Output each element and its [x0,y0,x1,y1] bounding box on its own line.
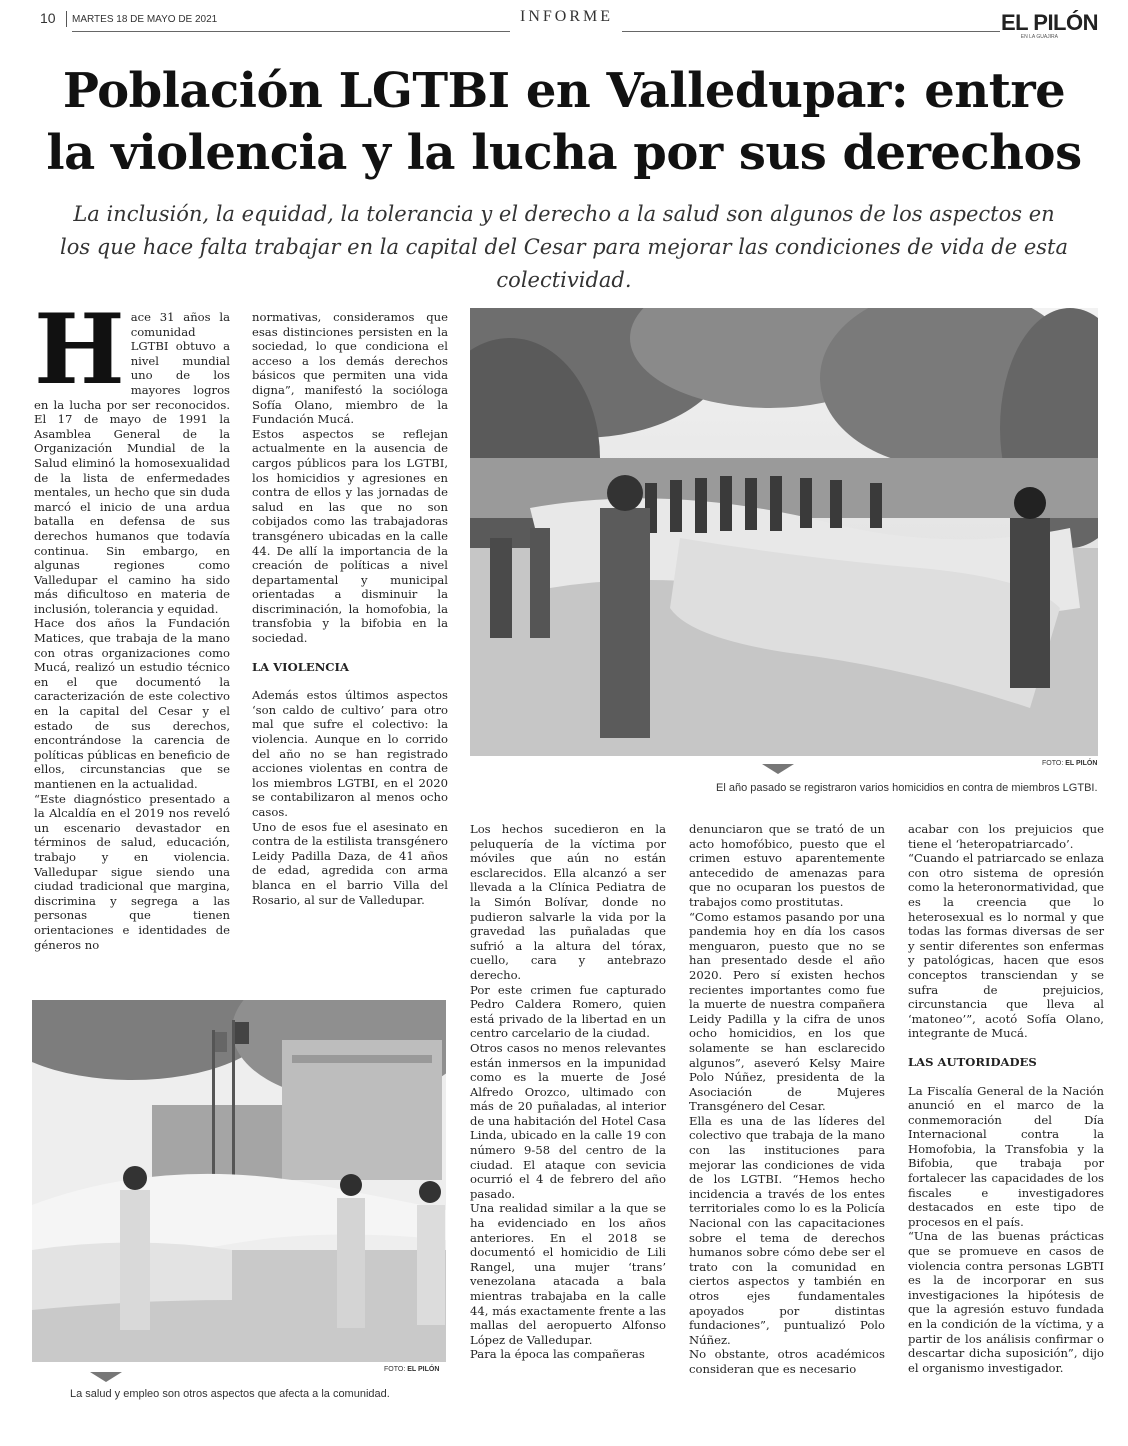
photo-illustration [32,1000,446,1362]
headline [20,60,1108,184]
column-1 [34,293,230,952]
paragraph: “Como estamos pasando por una pandemia hoy en día los casos menguaron, puesto que no se han presentado desde el año 2020. Pero sí existen hechos recientes importantes como fue la muerte de nuestra compañera Leidy Padilla y la cifra de unos ocho homicidios, en los que solamente se han esclarecido algunos”, aseveró Kelsy Maire Polo Núñez, presidenta de la Asociación de Mujeres Transgénero del Cesar. [689,909,885,1114]
credit-source: EL PILÓN [1065,760,1098,767]
paragraph: Los hechos sucedieron en la peluquería de la víctima por móviles que aún no están esclarecidos. Ella alcanzó a ser llevada a la Clínica Pediatra de la Simón Bolívar, donde no pudieron salvarle la vida por la gravedad las puñaladas que sufrió a la altura del tórax, cuello, cara y antebrazo derecho. [470,822,666,982]
page-header [32,8,1098,40]
paragraph: ace 31 años la comunidad LGTBI obtuvo a nivel mundial uno de los mayores logros en la lucha por ser reconocidos. El 17 de mayo de 1991 la Asamblea General de la Organización Mundial de la Salud eliminó la homosexualidad de la lista de enfermedades mentales, un hecho que sin duda marcó el inicio de una ardua batalla en defensa de sus derechos humanos que todavía continua. Sin embargo, en algunas regiones como Valledupar el camino ha sido más dificultoso en materia de inclusión, tolerancia y equidad. [34,310,230,616]
headline-line-1: Población LGTBI en Valledupar: entre [62,63,1066,119]
header-rule-left [72,31,510,32]
column-4 [689,822,885,1377]
section-name: INFORME [520,8,614,25]
paragraph: Estos aspectos se reflejan actualmente en la ausencia de cargos públicos para los LGTBI, los homicidios y agresiones en contra de ellos y las jornadas de salud en las que no son cobijados como las trabajadoras transgénero ubicadas en la calle 44. De allí la importancia de la creación de políticas a nivel departamental y municipal orientadas a disminuir la discriminación, la homofobia, la transfobia y la bifobia en la sociedad. [252,426,448,646]
paragraph: Ella es una de las líderes del colectivo que trabaja de la mano con las instituciones para mejorar las condiciones de vida de los LGTBI. “Hemos hecho incidencia a través de los entes territoriales como lo es la Policía Nacional con las capacitaciones sobre el tema de derechos humanos sobre cómo debe ser el trato con la comunidad en ciertos aspectos y también en otros ejes fundamentales apoyados por distintas fundaciones”, puntualizó Polo Núñez. [689,1113,885,1347]
subhead-violencia: LA VIOLENCIA [252,659,349,674]
page-number: 10 [40,10,56,26]
column-5 [908,822,1104,1375]
paragraph: Hace dos años la Fundación Matices, que trabaja de la mano con otras organizaciones como Mucá, realizó un estudio técnico en el que documentó la caracterización de este colectivo en la capital del Cesar y el estado de sus derechos, encontrándose la carencia de políticas públicas en beneficio de ellos, circunstancias que se mantienen en la actualidad. [34,616,230,791]
headline-line-2: la violencia y la lucha por sus derechos [46,125,1082,181]
subhead-autoridades: LAS AUTORIDADES [908,1054,1037,1069]
paragraph: Uno de esos fue el asesinato en contra de la estilista transgénero Leidy Padilla Daza, de 41 años de edad, agredida con arma blanca en el barrio Villa del Rosario, al sur de Valledupar. [252,819,448,907]
header-rule-right [622,31,1000,32]
credit-prefix: FOTO: [384,1366,406,1373]
page-date: MARTES 18 DE MAYO DE 2021 [72,14,218,25]
photo-caption-bottom: La salud y empleo son otros aspectos que afecta a la comunidad. [70,1388,390,1400]
paragraph: “Este diagnóstico presentado a la Alcaldía en el 2019 nos reveló un escenario devastador en términos de salud, educación, trabajo y en violencia. Valledupar sigue siendo una ciudad tradicional que margina, discrimina y segrega a las personas que tienen orientaciones e identidades de géneros no [34,791,230,952]
paragraph: No obstante, otros académicos consideran que es necesario [689,1347,885,1376]
caption-arrow-bottom [90,1372,122,1382]
paragraph: Además estos últimos aspectos ‘son caldo de cultivo’ para otro mal que sufre el colectivo: la violencia. Aunque en lo corrido del año no se han registrado acciones violentas en contra de los miembros LGTBI, en el 2020 se contabilizaron al menos ocho casos. [252,688,448,819]
newspaper-logo: EL PILÓN [1000,10,1098,35]
paragraph: normativas, consideramos que esas distinciones persisten en la sociedad, lo que condiciona el acceso a los demás derechos básicos que permiten una vida digna”, manifestó la socióloga Sofía Olano, miembro de la Fundación Mucá. [252,310,448,427]
drop-cap: H [34,293,125,406]
paragraph: Por este crimen fue capturado Pedro Caldera Romero, quien está privado de la libertad en un centro carcelario de la ciudad. [470,982,666,1041]
header-separator [66,11,67,27]
newspaper-logo-subtitle: EN LA GUAJIRA [1020,34,1058,40]
paragraph: acabar con los prejuicios que tiene el ‘heteropatriarcado’. [908,822,1104,851]
caption-arrow-top [762,764,794,774]
photo-illustration [470,308,1098,756]
column-3 [470,822,666,1362]
paragraph: “Una de las buenas prácticas que se promueve en casos de violencia contra personas LGBTI es la de incorporar en sus investigaciones la hipótesis de que la agresión estuvo fundada en la condición de la víctima, y a partir de los análisis confirmar o descartar dicha suposición”, dijo el organismo investigador. [908,1229,1104,1375]
paragraph: “Cuando el patriarcado se enlaza con otro sistema de opresión como la heteronormatividad, que es la creencia que lo heterosexual es lo normal y que todas las formas diversas de ser y sentir diferentes son enfermas y patológicas, hacen que esos conceptos transciendan y se sufra de prejuicios, circunstancia que lleva al ‘matoneo’”, acotó Sofía Olano, integrante de Mucá. [908,851,1104,1041]
paragraph: Una realidad similar a la que se ha evidenciado en los años anteriores. En el 2018 se documentó el homicidio de Lili Rangel, una mujer ‘trans’ venezolana atacada a bala mientras trabajaba en la calle 44, más exactamente frente a las mallas del aeropuerto Alfonso López de Valledupar. [470,1201,666,1347]
photo-credit-top [1042,760,1097,767]
photo-march-flag [470,308,1098,756]
paragraph: La Fiscalía General de la Nación anunció en el marco de la conmemoración del Día Internacional contra la Homofobia, la Transfobia y la Bifobia, que trabaja por fortalecer las capacidades de los fiscales e investigadores destacados en este tipo de procesos en el país. [908,1083,1104,1229]
deck: La inclusión, la equidad, la tolerancia y el derecho a la salud son algunos de los aspectos en los que hace falta trabajar en la capital del Cesar para mejorar las condiciones de vida de esta colectividad. [60,202,1068,292]
paragraph: denunciaron que se trató de un acto homofóbico, puesto que el crimen estuvo aparentemente antecedido de amenazas para que no ocuparan los puestos de trabajos como prostitutas. [689,822,885,909]
paragraph: Para la época las compañeras [470,1347,645,1362]
paragraph: Otros casos no menos relevantes están inmersos en la impunidad como es la muerte de José Alfredo Orozco, ultimado con más de 20 puñaladas, al interior de una habitación del Hotel Casa Linda, ubicado en la calle 19 con número 9-58 del centro de la ciudad. El ataque con sevicia ocurrió el 4 de febrero del año pasado. [470,1040,666,1201]
column-2 [252,310,448,907]
credit-source: EL PILÓN [407,1366,440,1373]
credit-prefix: FOTO: [1042,760,1064,767]
photo-caption-top: El año pasado se registraron varios homicidios en contra de miembros LGTBI. [716,782,1098,794]
photo-flag-building [32,1000,446,1362]
photo-credit-bottom [384,1366,439,1373]
